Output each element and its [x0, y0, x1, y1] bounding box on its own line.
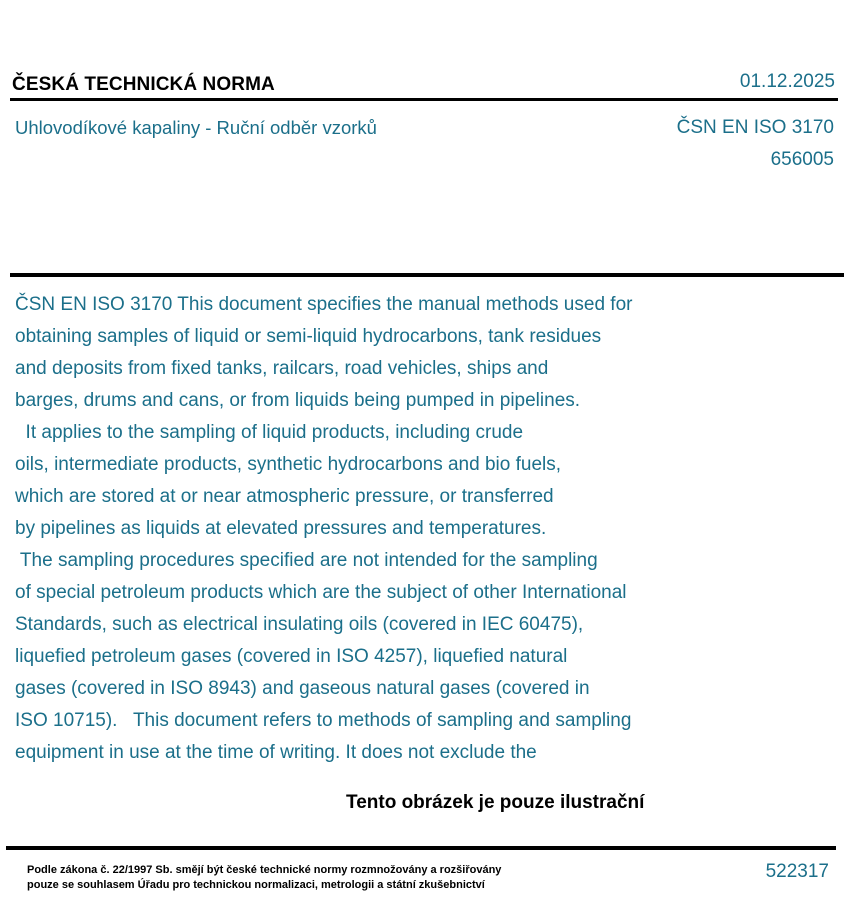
abstract-line: It applies to the sampling of liquid products, including crude [15, 422, 524, 443]
abstract-line: oils, intermediate products, synthetic hydrocarbons and bio fuels, [15, 454, 562, 475]
abstract-line: ISO 10715). This document refers to methods of sampling and sampling [15, 710, 632, 731]
legal-notice-line: pouze se souhlasem Úřadu pro technickou normalizaci, metrologii a státní zkušebnictví [27, 879, 485, 891]
abstract-line: which are stored at or near atmospheric pressure, or transferred [15, 486, 554, 507]
header-divider [10, 98, 838, 101]
document-code: ČSN EN ISO 3170 [676, 117, 834, 138]
abstract-line: equipment in use at the time of writing. It does not exclude the [15, 742, 537, 763]
document-title: Uhlovodíkové kapaliny - Ruční odběr vzorků [15, 117, 377, 138]
legal-notice-line: Podle zákona č. 22/1997 Sb. smějí být české technické normy rozmnožovány a rozšiřovány [27, 864, 502, 876]
classification-number: 656005 [770, 149, 834, 170]
abstract-line: ČSN EN ISO 3170 This document specifies the manual methods used for [15, 294, 633, 315]
illustration-notice: Tento obrázek je pouze ilustrační [346, 792, 645, 813]
abstract-line: The sampling procedures specified are not intended for the sampling [15, 550, 598, 571]
abstract-line: by pipelines as liquids at elevated pressures and temperatures. [15, 518, 547, 539]
abstract-line: liquefied petroleum gases (covered in ISO 4257), liquefied natural [15, 646, 568, 667]
abstract-line: barges, drums and cans, or from liquids being pumped in pipelines. [15, 390, 581, 411]
standard-type-heading: ČESKÁ TECHNICKÁ NORMA [12, 74, 275, 95]
legal-notice [27, 863, 501, 893]
abstract-text [15, 289, 735, 769]
abstract-line: Standards, such as electrical insulating oils (covered in IEC 60475), [15, 614, 584, 635]
abstract-line: and deposits from fixed tanks, railcars, road vehicles, ships and [15, 358, 549, 379]
abstract-line: obtaining samples of liquid or semi-liquid hydrocarbons, tank residues [15, 326, 602, 347]
document-number: 522317 [765, 861, 829, 882]
section-divider [10, 273, 844, 277]
abstract-line: gases (covered in ISO 8943) and gaseous natural gases (covered in [15, 678, 590, 699]
abstract-line: of special petroleum products which are the subject of other International [15, 582, 627, 603]
footer-divider [6, 846, 836, 850]
publication-date: 01.12.2025 [739, 71, 835, 92]
